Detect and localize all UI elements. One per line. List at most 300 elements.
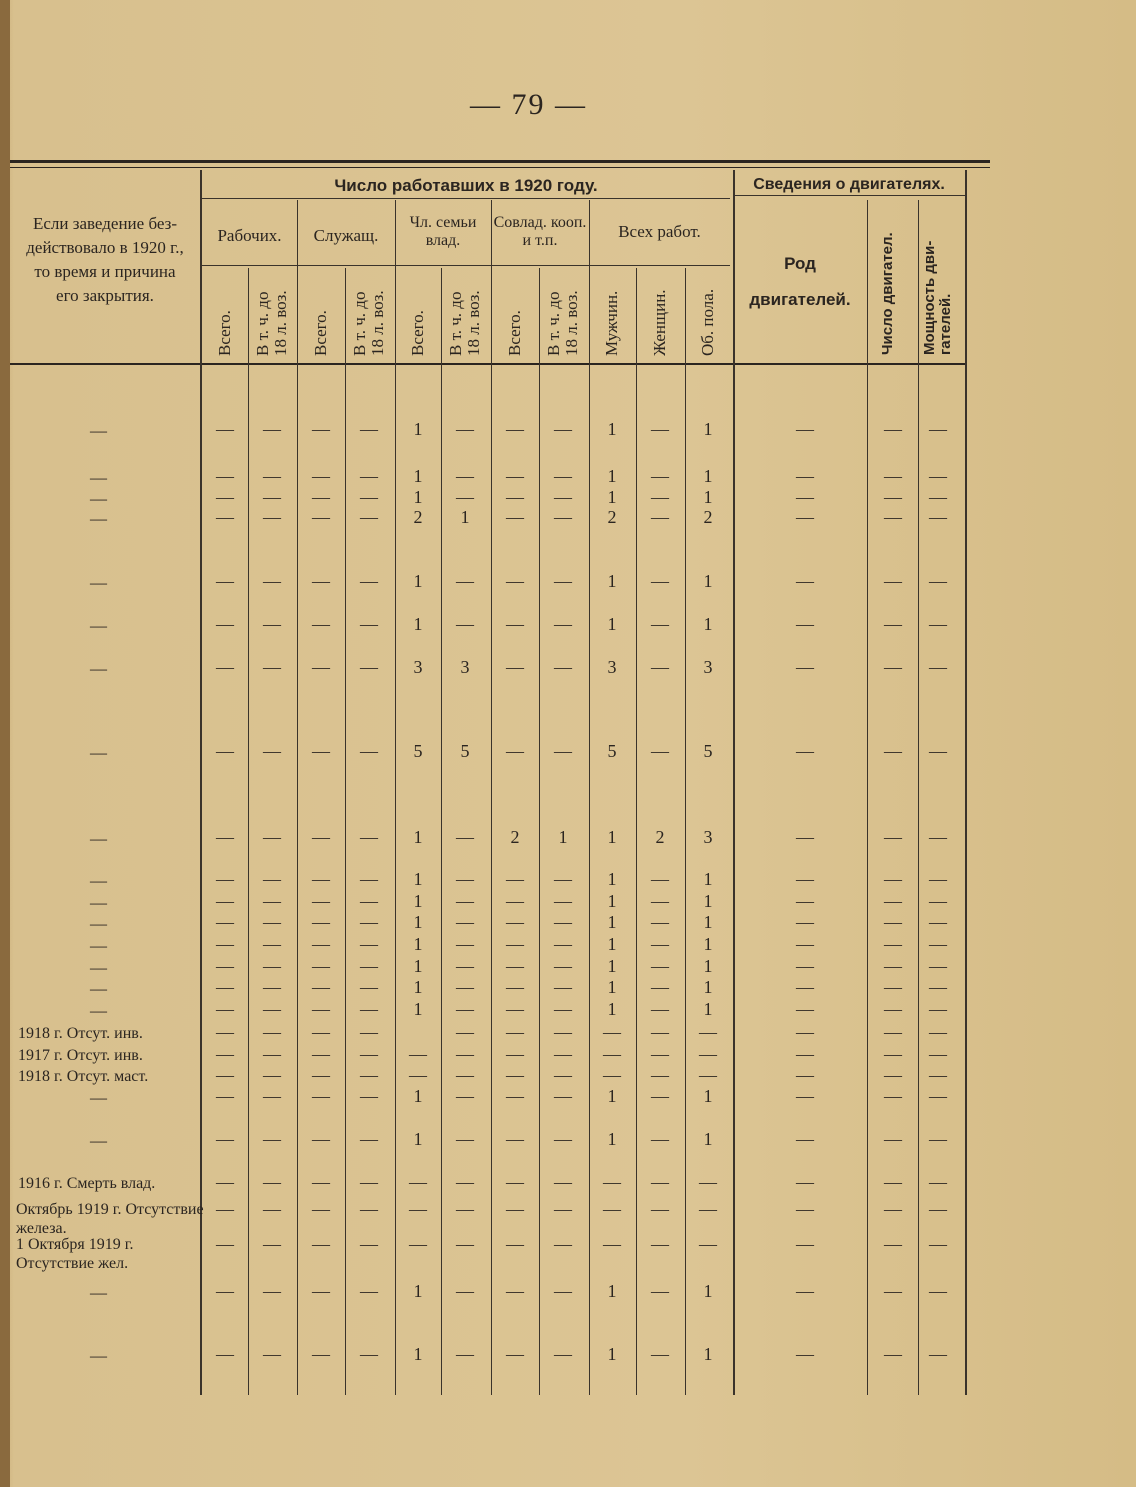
row-value: —: [312, 614, 330, 634]
row-value: —: [409, 1065, 427, 1085]
row-value: —: [929, 1281, 947, 1301]
row-value: —: [506, 1086, 524, 1106]
row-value: —: [263, 741, 281, 761]
row-value: —: [884, 487, 902, 507]
row-value: —: [554, 1234, 572, 1254]
row-value: 2: [510, 827, 520, 847]
row-reason: 1918 г. Отсут. инв.: [18, 1025, 143, 1042]
row-value: —: [651, 1234, 669, 1254]
subheader-under18: В т. ч. до 18 л. воз.: [253, 290, 290, 356]
subheader-women: Женщин.: [650, 289, 669, 356]
row-value: —: [263, 614, 281, 634]
row-value: —: [796, 657, 814, 677]
reason-column-header: Если заведение без- действовало в 1920 г., то время и причина его закрытия.: [26, 214, 184, 305]
row-value: 1: [413, 934, 423, 954]
row-value: —: [603, 1199, 621, 1219]
row-reason: —: [90, 1001, 107, 1020]
row-value: —: [360, 466, 378, 486]
group-workers: Рабочих.: [217, 226, 282, 245]
row-value: —: [796, 1022, 814, 1042]
row-value: —: [360, 827, 378, 847]
row-value: —: [929, 1172, 947, 1192]
row-value: 1: [413, 999, 423, 1019]
row-value: —: [554, 614, 572, 634]
row-value: —: [929, 1129, 947, 1149]
row-value: —: [263, 571, 281, 591]
row-value: —: [603, 1234, 621, 1254]
row-value: —: [554, 912, 572, 932]
row-value: 1: [413, 869, 423, 889]
row-value: —: [554, 934, 572, 954]
column-rule: [733, 170, 735, 1395]
row-value: 1: [703, 934, 713, 954]
row-value: —: [651, 1086, 669, 1106]
row-value: —: [312, 956, 330, 976]
row-value: 1: [703, 999, 713, 1019]
row-value: —: [651, 1344, 669, 1364]
row-value: —: [506, 614, 524, 634]
row-value: —: [360, 891, 378, 911]
row-value: —: [651, 419, 669, 439]
row-value: —: [506, 934, 524, 954]
row-value: —: [456, 487, 474, 507]
row-value: —: [312, 977, 330, 997]
row-value: —: [651, 487, 669, 507]
row-value: —: [884, 827, 902, 847]
row-value: —: [506, 507, 524, 527]
row-value: —: [796, 1344, 814, 1364]
row-value: —: [929, 891, 947, 911]
row-value: —: [360, 956, 378, 976]
row-value: 1: [413, 1086, 423, 1106]
row-value: —: [554, 1022, 572, 1042]
row-reason: —: [90, 893, 107, 912]
row-value: —: [929, 487, 947, 507]
row-value: —: [884, 466, 902, 486]
row-value: —: [796, 571, 814, 591]
row-value: —: [929, 869, 947, 889]
row-value: —: [216, 1281, 234, 1301]
row-value: —: [216, 1065, 234, 1085]
subheader-total: Всего.: [505, 310, 524, 356]
row-value: —: [506, 869, 524, 889]
row-value: —: [263, 507, 281, 527]
row-value: —: [929, 912, 947, 932]
row-value: —: [651, 1281, 669, 1301]
row-value: —: [456, 912, 474, 932]
row-value: —: [312, 999, 330, 1019]
row-value: 1: [607, 1129, 617, 1149]
subheader-total: Всего.: [311, 310, 330, 356]
row-value: —: [651, 1022, 669, 1042]
row-value: —: [929, 977, 947, 997]
row-value: —: [263, 657, 281, 677]
row-value: —: [360, 1172, 378, 1192]
row-value: —: [651, 891, 669, 911]
row-value: —: [216, 912, 234, 932]
row-reason: —: [90, 829, 107, 848]
row-value: —: [263, 891, 281, 911]
row-value: —: [216, 657, 234, 677]
row-value: —: [796, 419, 814, 439]
row-reason: —: [90, 1346, 107, 1365]
group-family: Чл. семьи влад.: [409, 214, 477, 250]
workers-title: Число работавших в 1920 году.: [334, 176, 598, 195]
row-reason: —: [90, 573, 107, 592]
row-value: 1: [413, 571, 423, 591]
row-value: 1: [607, 912, 617, 932]
row-value: 1: [413, 1129, 423, 1149]
row-value: —: [216, 977, 234, 997]
row-value: —: [263, 999, 281, 1019]
row-value: —: [216, 419, 234, 439]
row-value: 1: [558, 827, 568, 847]
row-value: 1: [413, 977, 423, 997]
row-value: —: [312, 1065, 330, 1085]
row-value: 3: [703, 657, 713, 677]
row-value: 1: [703, 487, 713, 507]
row-value: —: [651, 977, 669, 997]
row-value: —: [884, 1344, 902, 1364]
row-reason: —: [90, 936, 107, 955]
row-value: —: [360, 507, 378, 527]
row-value: —: [929, 827, 947, 847]
row-reason: —: [90, 421, 107, 440]
row-value: —: [360, 657, 378, 677]
row-value: —: [263, 1065, 281, 1085]
row-value: —: [312, 1172, 330, 1192]
row-value: —: [651, 466, 669, 486]
row-value: —: [929, 1344, 947, 1364]
row-value: —: [884, 1129, 902, 1149]
row-value: —: [796, 1129, 814, 1149]
row-value: —: [216, 1344, 234, 1364]
row-value: —: [360, 869, 378, 889]
row-value: 1: [413, 827, 423, 847]
row-reason: —: [90, 1283, 107, 1302]
row-value: 1: [607, 487, 617, 507]
row-value: —: [796, 1065, 814, 1085]
row-value: 1: [413, 614, 423, 634]
group-all: Всех работ.: [618, 222, 701, 241]
row-value: —: [312, 1022, 330, 1042]
row-value: 5: [703, 741, 713, 761]
group-employees: Служащ.: [313, 226, 379, 245]
row-value: —: [554, 1044, 572, 1064]
row-reason: 1 Октября 1919 г. Отсутствие жел.: [16, 1236, 134, 1272]
row-value: —: [506, 1199, 524, 1219]
row-value: —: [312, 1234, 330, 1254]
subheader-total: Всего.: [215, 310, 234, 356]
subheader-under18: В т. ч. до 18 л. воз.: [350, 290, 387, 356]
row-value: —: [456, 999, 474, 1019]
column-rule: [491, 268, 492, 1395]
row-value: —: [884, 912, 902, 932]
subheader-under18: В т. ч. до 18 л. воз.: [544, 290, 581, 356]
row-value: —: [929, 1234, 947, 1254]
row-value: —: [651, 869, 669, 889]
row-value: 1: [607, 934, 617, 954]
row-value: 1: [413, 466, 423, 486]
row-reason: 1918 г. Отсут. маст.: [18, 1068, 149, 1085]
column-rule: [248, 268, 249, 1395]
row-value: —: [456, 1281, 474, 1301]
row-value: 1: [413, 912, 423, 932]
row-value: —: [884, 1086, 902, 1106]
row-value: —: [651, 741, 669, 761]
row-value: —: [360, 977, 378, 997]
group-rule: [491, 200, 492, 268]
row-value: —: [796, 487, 814, 507]
row-value: —: [603, 1044, 621, 1064]
row-value: 2: [413, 507, 423, 527]
row-value: —: [456, 956, 474, 976]
row-reason: —: [90, 979, 107, 998]
row-value: —: [263, 869, 281, 889]
row-value: —: [216, 466, 234, 486]
column-rule: [636, 268, 637, 1395]
group-rule: [297, 200, 298, 268]
row-value: —: [456, 1199, 474, 1219]
row-reason: —: [90, 659, 107, 678]
row-value: —: [554, 741, 572, 761]
row-value: —: [360, 1129, 378, 1149]
row-value: 1: [607, 956, 617, 976]
row-value: —: [456, 1065, 474, 1085]
row-value: —: [884, 1044, 902, 1064]
row-reason: —: [90, 914, 107, 933]
row-value: —: [929, 466, 947, 486]
row-value: —: [554, 956, 572, 976]
row-value: —: [929, 956, 947, 976]
row-value: —: [699, 1065, 717, 1085]
row-value: —: [360, 741, 378, 761]
row-value: —: [884, 999, 902, 1019]
row-reason: —: [90, 489, 107, 508]
row-value: 1: [703, 1281, 713, 1301]
row-value: 1: [607, 827, 617, 847]
row-value: —: [263, 977, 281, 997]
row-value: —: [929, 614, 947, 634]
row-value: —: [554, 1344, 572, 1364]
column-rule: [441, 268, 442, 1395]
row-value: —: [884, 741, 902, 761]
row-value: —: [929, 741, 947, 761]
row-reason: —: [90, 871, 107, 890]
row-value: —: [263, 912, 281, 932]
row-value: —: [456, 869, 474, 889]
row-value: —: [506, 1044, 524, 1064]
row-value: —: [884, 657, 902, 677]
row-value: —: [216, 1044, 234, 1064]
row-value: —: [360, 487, 378, 507]
header-rule: [10, 363, 965, 365]
row-value: —: [312, 1086, 330, 1106]
row-value: —: [216, 571, 234, 591]
row-value: 1: [607, 1344, 617, 1364]
row-value: —: [651, 956, 669, 976]
row-value: —: [263, 487, 281, 507]
row-value: —: [651, 912, 669, 932]
row-value: —: [796, 1281, 814, 1301]
row-value: —: [216, 1234, 234, 1254]
row-value: —: [796, 869, 814, 889]
row-value: —: [651, 1199, 669, 1219]
row-value: —: [360, 1234, 378, 1254]
row-value: —: [929, 1199, 947, 1219]
row-value: —: [263, 1022, 281, 1042]
row-value: —: [884, 1065, 902, 1085]
row-value: —: [216, 741, 234, 761]
row-value: —: [554, 1281, 572, 1301]
row-value: —: [506, 419, 524, 439]
row-value: —: [796, 956, 814, 976]
row-value: 1: [703, 1086, 713, 1106]
row-value: —: [360, 1086, 378, 1106]
row-value: —: [884, 1022, 902, 1042]
row-value: —: [312, 912, 330, 932]
row-value: —: [263, 1234, 281, 1254]
column-rule: [685, 268, 686, 1395]
row-value: —: [456, 891, 474, 911]
row-value: —: [216, 487, 234, 507]
row-value: —: [929, 571, 947, 591]
row-value: —: [603, 1022, 621, 1042]
row-value: —: [263, 466, 281, 486]
row-value: —: [312, 869, 330, 889]
row-value: —: [216, 934, 234, 954]
row-reason: —: [90, 509, 107, 528]
row-value: —: [651, 1044, 669, 1064]
engine-count-header: Число двигател.: [879, 232, 896, 355]
row-value: —: [929, 419, 947, 439]
row-value: —: [456, 1234, 474, 1254]
row-value: —: [312, 1129, 330, 1149]
row-value: 1: [413, 956, 423, 976]
column-rule: [539, 268, 540, 1395]
row-value: 1: [703, 977, 713, 997]
row-value: —: [409, 1199, 427, 1219]
row-value: —: [554, 1172, 572, 1192]
row-value: —: [312, 657, 330, 677]
row-value: —: [456, 1344, 474, 1364]
row-value: 1: [413, 891, 423, 911]
row-value: —: [312, 419, 330, 439]
row-reason: 1917 г. Отсут. инв.: [18, 1047, 143, 1064]
row-value: —: [796, 614, 814, 634]
column-rule: [297, 268, 298, 1395]
row-value: 1: [413, 487, 423, 507]
row-value: —: [456, 827, 474, 847]
row-value: —: [216, 507, 234, 527]
row-value: —: [554, 487, 572, 507]
row-value: —: [312, 827, 330, 847]
row-value: —: [651, 1172, 669, 1192]
column-rule: [395, 268, 396, 1395]
row-value: —: [651, 614, 669, 634]
row-value: 1: [703, 1344, 713, 1364]
row-value: 1: [413, 1281, 423, 1301]
column-rule: [918, 200, 919, 1395]
row-value: —: [603, 1065, 621, 1085]
row-value: —: [651, 657, 669, 677]
column-rule: [345, 268, 346, 1395]
row-value: —: [699, 1199, 717, 1219]
engine-kind-header: Род двигателей.: [749, 254, 851, 309]
row-value: —: [796, 1199, 814, 1219]
row-value: —: [554, 1199, 572, 1219]
row-value: —: [506, 891, 524, 911]
row-value: —: [884, 1281, 902, 1301]
row-value: —: [796, 934, 814, 954]
row-value: 1: [703, 912, 713, 932]
row-value: —: [506, 1281, 524, 1301]
row-value: 1: [607, 571, 617, 591]
row-value: —: [796, 977, 814, 997]
row-value: —: [506, 741, 524, 761]
row-value: —: [929, 1044, 947, 1064]
row-value: —: [263, 1281, 281, 1301]
row-value: —: [456, 419, 474, 439]
row-reason: —: [90, 958, 107, 977]
row-value: —: [216, 999, 234, 1019]
row-value: —: [929, 1086, 947, 1106]
row-value: —: [506, 1172, 524, 1192]
row-value: —: [651, 1129, 669, 1149]
row-value: —: [216, 956, 234, 976]
row-value: —: [263, 1044, 281, 1064]
row-value: —: [506, 1065, 524, 1085]
engine-power-header: Мощность дви- гателей.: [921, 240, 954, 355]
subheader-men: Мужчин.: [602, 290, 621, 356]
row-value: 5: [413, 741, 423, 761]
row-value: —: [796, 891, 814, 911]
row-value: —: [360, 571, 378, 591]
row-value: —: [216, 614, 234, 634]
row-value: —: [360, 912, 378, 932]
row-value: —: [603, 1172, 621, 1192]
row-value: —: [506, 466, 524, 486]
subheader-under18: В т. ч. до 18 л. воз.: [446, 290, 483, 356]
row-value: —: [263, 1129, 281, 1149]
row-value: —: [651, 571, 669, 591]
row-value: —: [554, 891, 572, 911]
row-value: —: [884, 869, 902, 889]
row-value: 3: [703, 827, 713, 847]
row-value: 1: [607, 1086, 617, 1106]
row-reason: —: [90, 468, 107, 487]
row-value: 1: [703, 571, 713, 591]
row-value: 1: [607, 614, 617, 634]
row-value: —: [929, 1022, 947, 1042]
row-value: —: [263, 1172, 281, 1192]
row-value: —: [263, 956, 281, 976]
row-value: —: [312, 934, 330, 954]
row-value: 3: [413, 657, 423, 677]
row-value: —: [506, 1022, 524, 1042]
row-value: 1: [703, 1129, 713, 1149]
row-value: —: [554, 1129, 572, 1149]
row-value: —: [312, 891, 330, 911]
row-value: —: [506, 956, 524, 976]
group-underline: [200, 265, 730, 266]
row-value: —: [216, 827, 234, 847]
row-value: —: [263, 1086, 281, 1106]
row-value: —: [884, 1234, 902, 1254]
row-value: —: [796, 827, 814, 847]
page-number: — 79 —: [470, 88, 587, 121]
row-value: —: [884, 507, 902, 527]
